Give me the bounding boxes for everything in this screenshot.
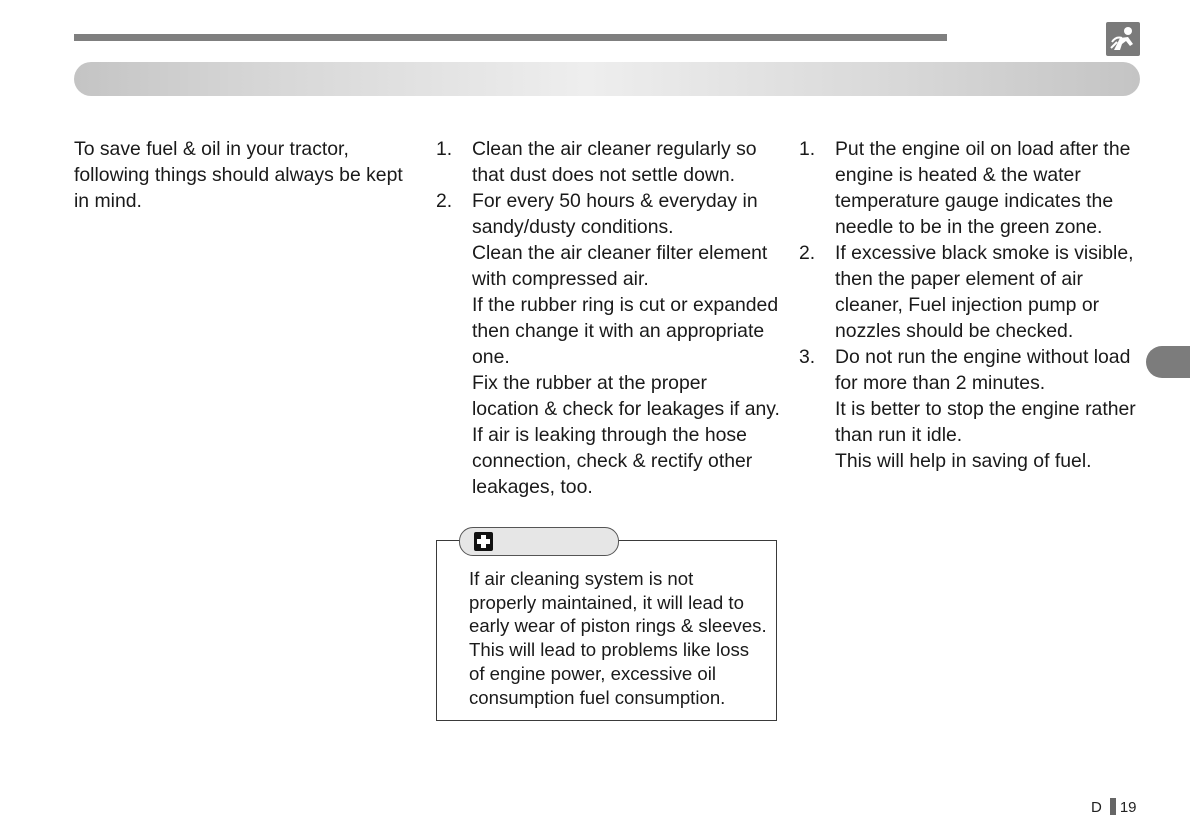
item-line: that dust does not settle down. xyxy=(472,164,736,186)
footer-divider xyxy=(1110,798,1116,815)
header-rule xyxy=(74,34,947,41)
intro-line: in mind. xyxy=(74,190,142,212)
list-item xyxy=(436,136,781,188)
air-cleaner-list xyxy=(436,136,781,500)
list-item xyxy=(799,344,1144,474)
item-line: leakages, too. xyxy=(472,476,593,498)
note-line: properly maintained, it will lead to xyxy=(469,591,744,613)
item-line: It is better to stop the engine rather xyxy=(835,398,1136,420)
note-line: consumption fuel consumption. xyxy=(469,686,726,708)
page-number: 19 xyxy=(1119,799,1137,816)
item-number: 1. xyxy=(799,138,816,160)
item-line: one. xyxy=(472,346,510,368)
item-number: 2. xyxy=(799,242,816,264)
note-line: of engine power, excessive oil xyxy=(469,662,717,684)
intro-line: following things should always be kept xyxy=(74,164,403,186)
note-text xyxy=(469,567,774,709)
page-footer xyxy=(1091,798,1137,818)
item-number: 3. xyxy=(799,346,816,368)
item-line: Do not run the engine without load xyxy=(835,346,1131,368)
note-line: If air cleaning system is not xyxy=(469,568,694,589)
note-line: early wear of piston rings & sleeves. xyxy=(469,615,767,637)
item-line: for more than 2 minutes. xyxy=(835,372,1046,394)
item-number: 2. xyxy=(436,190,453,212)
item-line: location & check for leakages if any. xyxy=(472,398,780,420)
item-line: with compressed air. xyxy=(472,268,649,290)
item-line: temperature gauge indicates the xyxy=(835,190,1114,212)
intro-line: To save fuel & oil in your tractor, xyxy=(74,138,349,160)
item-line: connection, check & rectify other xyxy=(472,450,753,472)
section-header-bar xyxy=(74,62,1140,96)
list-item xyxy=(799,136,1144,240)
item-line: then the paper element of air xyxy=(835,268,1083,290)
item-line: If air is leaking through the hose xyxy=(472,424,747,446)
item-line: If the rubber ring is cut or expanded xyxy=(472,294,779,316)
intro-paragraph xyxy=(74,136,414,214)
engine-list xyxy=(799,136,1144,474)
tractor-operator-icon xyxy=(1106,22,1140,56)
note-line: This will lead to problems like loss xyxy=(469,639,750,661)
list-item xyxy=(436,188,781,500)
item-line: Clean the air cleaner regularly so xyxy=(472,138,757,160)
first-aid-cross-icon xyxy=(474,532,493,551)
item-line: For every 50 hours & everyday in xyxy=(472,190,758,212)
item-line: Put the engine oil on load after the xyxy=(835,138,1131,160)
chapter-side-tab xyxy=(1146,346,1190,378)
item-line: than run it idle. xyxy=(835,424,963,446)
item-line: then change it with an appropriate xyxy=(472,320,765,342)
item-line: sandy/dusty conditions. xyxy=(472,216,674,238)
section-letter: D xyxy=(1091,799,1102,816)
item-number: 1. xyxy=(436,138,453,160)
item-line: needle to be in the green zone. xyxy=(835,216,1103,238)
item-line: If excessive black smoke is visible, xyxy=(835,242,1134,264)
item-line: nozzles should be checked. xyxy=(835,320,1074,342)
item-line: engine is heated & the water xyxy=(835,164,1081,186)
item-line: This will help in saving of fuel. xyxy=(835,450,1092,472)
item-line: Clean the air cleaner filter element xyxy=(472,242,768,264)
item-line: Fix the rubber at the proper xyxy=(472,372,707,394)
item-line: cleaner, Fuel injection pump or xyxy=(835,294,1100,316)
list-item xyxy=(799,240,1144,344)
